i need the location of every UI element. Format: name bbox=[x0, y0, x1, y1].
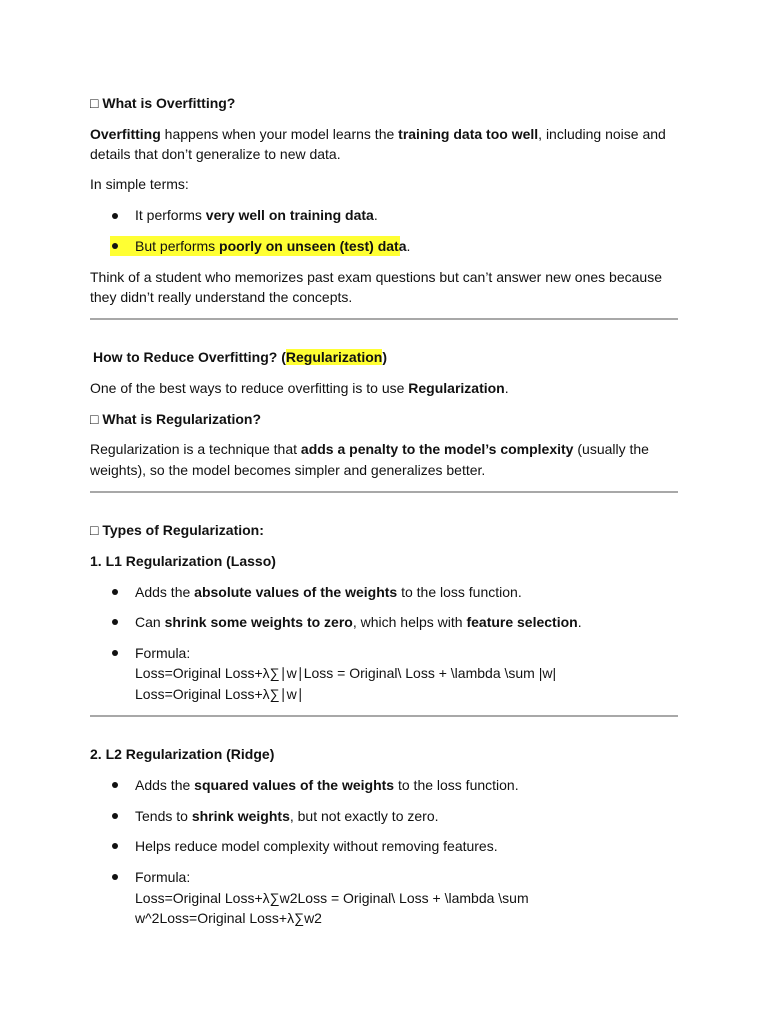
divider bbox=[90, 715, 678, 717]
l1-item-shrink: Can shrink some weights to zero, which helps with feature selection. bbox=[135, 614, 582, 630]
regularization-heading: □ What is Regularization? bbox=[90, 411, 262, 427]
types-heading: □ Types of Regularization: bbox=[90, 522, 264, 538]
l1-formula-line1: Loss=Original Loss+λ∑∣w∣Loss = Original\ Loss + \lambda \sum |w| bbox=[135, 665, 557, 681]
bullet-dot bbox=[112, 589, 118, 595]
analogy-line2: they didn’t really understand the concepts. bbox=[90, 289, 353, 305]
l2-item-shrink: Tends to shrink weights, but not exactly to zero. bbox=[135, 808, 439, 824]
overfitting-heading: □ What is Overfitting? bbox=[90, 95, 236, 111]
bullet-dot bbox=[112, 619, 118, 625]
analogy-line1: Think of a student who memorizes past exam questions but can’t answer new ones because bbox=[90, 269, 662, 285]
divider bbox=[90, 318, 678, 320]
simple-terms-label: In simple terms: bbox=[90, 176, 189, 192]
l1-item-absolute: Adds the absolute values of the weights to the loss function. bbox=[135, 584, 522, 600]
box-icon: □ bbox=[90, 95, 99, 111]
reduce-heading: How to Reduce Overfitting? (Regularization) bbox=[93, 349, 388, 365]
l2-item-squared: Adds the squared values of the weights to the loss function. bbox=[135, 777, 519, 793]
bullet-dot bbox=[112, 843, 118, 849]
box-icon: □ bbox=[90, 522, 99, 538]
reduce-paragraph: One of the best ways to reduce overfitting is to use Regularization. bbox=[90, 380, 509, 396]
l1-formula-line2: Loss=Original Loss+λ∑∣w∣ bbox=[135, 686, 304, 702]
l2-item-complexity: Helps reduce model complexity without removing features. bbox=[135, 838, 498, 854]
regularization-def-line2: weights), so the model becomes simpler and generalizes better. bbox=[90, 462, 486, 478]
box-icon: □ bbox=[90, 411, 99, 427]
l2-formula-label: Formula: bbox=[135, 869, 191, 885]
list-item-test: But performs poorly on unseen (test) data. bbox=[135, 238, 411, 254]
list-item-training: It performs very well on training data. bbox=[135, 207, 378, 223]
bullet-dot bbox=[112, 650, 118, 656]
bullet-dot bbox=[112, 813, 118, 819]
overfitting-paragraph-line1: Overfitting happens when your model learns the training data too well, including noise and bbox=[90, 126, 666, 142]
l2-heading: 2. L2 Regularization (Ridge) bbox=[90, 746, 275, 762]
bullet-dot bbox=[112, 874, 118, 880]
bullet-dot bbox=[112, 782, 118, 788]
l1-heading: 1. L1 Regularization (Lasso) bbox=[90, 553, 276, 569]
overfitting-paragraph-line2: details that don’t generalize to new data. bbox=[90, 146, 341, 162]
l1-formula-label: Formula: bbox=[135, 645, 191, 661]
regularization-def-line1: Regularization is a technique that adds a penalty to the model’s complexity (usually the bbox=[90, 441, 649, 457]
divider bbox=[90, 491, 678, 493]
l2-formula-line1: Loss=Original Loss+λ∑w2Loss = Original\ Loss + \lambda \sum bbox=[135, 890, 529, 906]
bullet-dot bbox=[112, 213, 118, 219]
l2-formula-line2: w^2Loss=Original Loss+λ∑w2 bbox=[135, 910, 322, 926]
bullet-dot bbox=[112, 243, 118, 249]
